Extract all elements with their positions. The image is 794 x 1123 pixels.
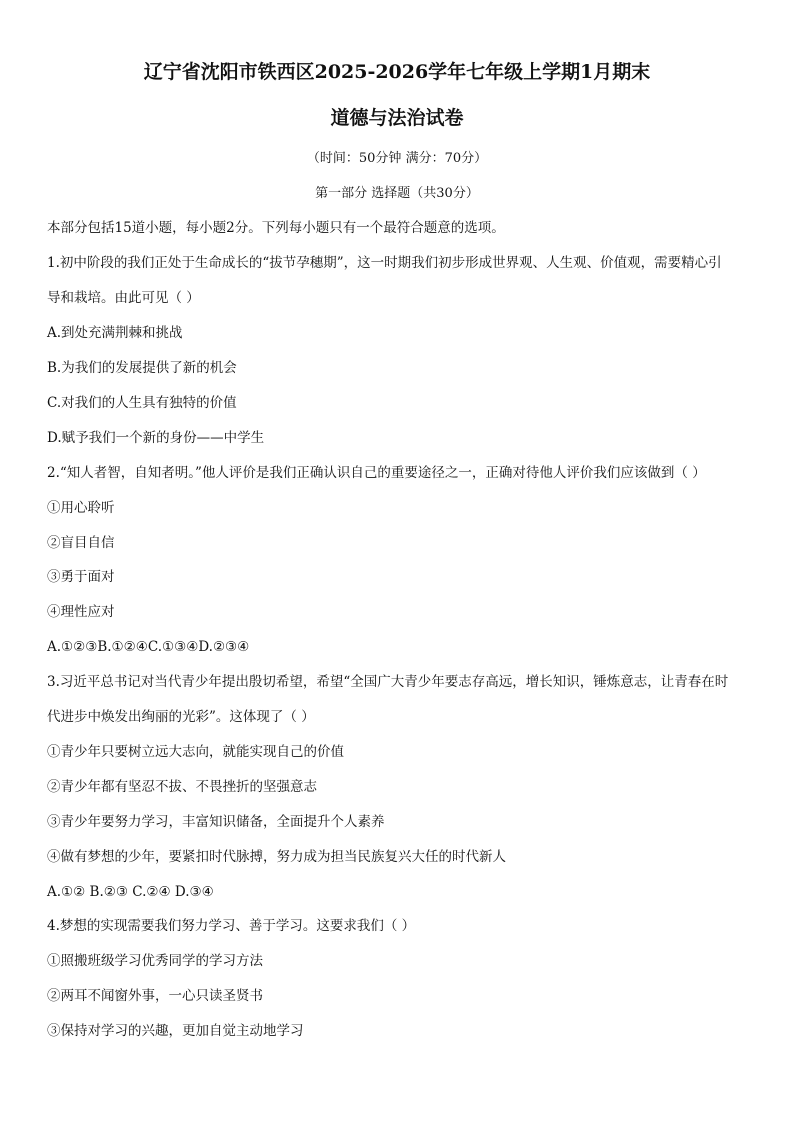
question-stem-line: 代进步中焕发出绚丽的光彩”。这体现了（ ） [47,709,315,725]
question-stem-line: 3.习近平总书记对当代青少年提出殷切希望，希望“全国广大青少年要志存高远，增长知识，锤炼意志，让青春在时 [47,674,729,690]
answer-options: A.①② B.②③ C.②④ D.③④ [47,884,214,900]
statement-item: ①青少年只要树立远大志向，就能实现自己的价值 [47,744,344,760]
answer-option: A.到处充满荆棘和挑战 [47,325,183,341]
statement-item: ③青少年要努力学习，丰富知识储备，全面提升个人素养 [47,814,385,830]
exam-subject-title: 道德与法治试卷 [330,107,464,129]
answer-option: C.对我们的人生具有独特的价值 [47,395,237,411]
question-stem-line: 4.梦想的实现需要我们努力学习、善于学习。这要求我们（ ） [47,918,416,934]
statement-item: ①照搬班级学习优秀同学的学习方法 [47,953,263,969]
answer-options: A.①②③B.①②④C.①③④D.②③④ [47,639,250,655]
answer-option: B.为我们的发展提供了新的机会 [47,360,237,376]
statement-item: ①用心聆听 [47,500,115,516]
question-stem-line: 导和栽培。由此可见（ ） [47,290,200,306]
question-stem-line: 1.初中阶段的我们正处于生命成长的“拔节孕穗期”，这一时期我们初步形成世界观、人生观、价值观，需要精心引 [47,255,722,271]
statement-item: ②青少年都有坚忍不拔、不畏挫折的坚强意志 [47,779,317,795]
statement-item: ④理性应对 [47,604,115,620]
statement-item: ③保持对学习的兴趣，更加自觉主动地学习 [47,1023,304,1039]
statement-item: ②两耳不闻窗外事，一心只读圣贤书 [47,988,263,1004]
section-title: 第一部分 选择题（共30分） [315,186,479,201]
exam-title: 辽宁省沈阳市铁西区2025-2026学年七年级上学期1月期末 [143,61,651,83]
statement-item: ②盲目自信 [47,535,115,551]
question-stem-line: 2.“知人者智，自知者明。”他人评价是我们正确认识自己的重要途径之一，正确对待他人评价我们应该做到（ ） [47,465,706,481]
instructions: 本部分包括15道小题，每小题2分。下列每小题只有一个最符合题意的选项。 [47,220,505,236]
exam-info: （时间：50分钟 满分：70分） [306,151,488,166]
answer-option: D.赋予我们一个新的身份——中学生 [47,430,265,446]
statement-item: ③勇于面对 [47,569,115,585]
statement-item: ④做有梦想的少年，要紧扣时代脉搏，努力成为担当民族复兴大任的时代新人 [47,849,506,865]
